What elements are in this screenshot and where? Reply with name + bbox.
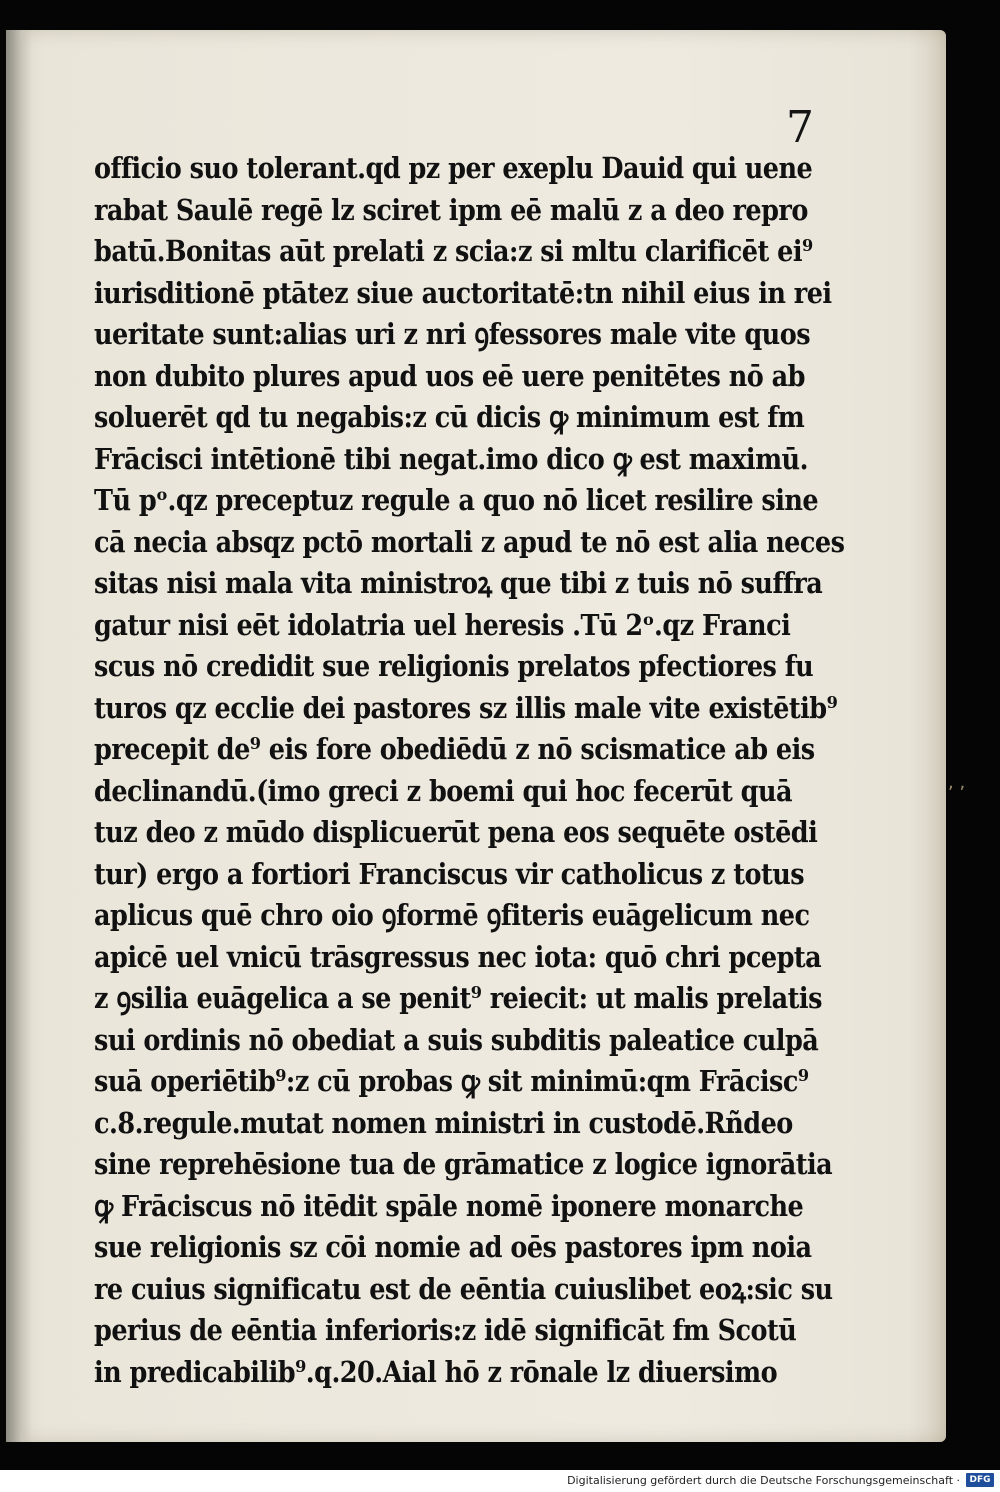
text-line: aplicus quē chro oio ꝯformē ꝯfiteris euāgelicum nec — [94, 898, 810, 932]
page-number: 7 — [786, 102, 814, 153]
text-line: scus nō credidit sue religionis prelatos pfectiores fu — [94, 649, 814, 683]
text-line: soluerēt qd tu negabis:z cū dicis ꝙ minimum est fm — [94, 400, 805, 434]
text-line: tur) ergo a fortiori Franciscus vir catholicus z totus — [94, 856, 805, 891]
text-line: turos qz ecclie dei pastores sz illis male vite existētib⁹ — [94, 690, 838, 725]
text-line: apicē uel vnicū trāsgressus nec iota: quō chri pcepta — [94, 939, 822, 974]
text-line: gatur nisi eēt idolatria uel heresis .Tū 2ᵒ.qz Franci — [94, 607, 791, 642]
adjacent-page-mark: , , — [948, 772, 966, 793]
text-line: Frācisci intētionē tibi negat.imo dico ꝙ est maximū. — [94, 441, 808, 476]
text-line: Tū pᵒ.qz preceptuz regule a quo nō licet resilire sine — [94, 483, 819, 517]
text-line: precepit de⁹ eis fore obediēdū z nō scismatice ab eis — [94, 732, 815, 766]
text-line: ueritate sunt:alias uri z nri ꝯfessores male vite quos — [94, 317, 811, 351]
text-line: cā necia absqz pctō mortali z apud te nō est alia neces — [94, 524, 845, 559]
text-line: re cuius significatu est de eēntia cuiuslibet eoꝝ:sic su — [94, 1271, 833, 1306]
text-line: sine reprehēsione tua de grāmatice z logice ignorātia — [94, 1147, 833, 1181]
dfg-logo-icon: DFG — [966, 1473, 994, 1487]
text-line: declinandū.(imo greci z boemi qui hoc fecerūt quā — [94, 773, 793, 808]
text-line: c.8.regule.mutat nomen ministri in custodē.Rñdeo — [94, 1105, 793, 1140]
text-line: iurisditionē ptātez siue auctoritatē:tn nihil eius in rei — [94, 275, 832, 310]
text-line: non dubito plures apud uos eē uere penitētes nō ab — [94, 358, 805, 393]
text-line: sitas nisi mala vita ministroꝝ que tibi z tuis nō suffra — [94, 566, 823, 600]
text-block — [94, 148, 845, 1393]
footer-bar — [0, 1470, 1000, 1492]
text-line: suā operiētib⁹:z cū probas ꝙ sit minimū:qm Frācisc⁹ — [94, 1064, 809, 1098]
book-page — [6, 30, 946, 1442]
text-line: z ꝯsilia euāgelica a se penit⁹ reiecit: ut malis prelatis — [94, 981, 822, 1015]
text-line: officio suo tolerant.qd pz per exeplu Dauid qui uene — [94, 151, 813, 185]
text-line: batū.Bonitas aūt prelati z scia:z si mltu clarificēt ei⁹ — [94, 234, 813, 268]
text-line: rabat Saulē regē lz sciret ipm eē malū z a deo repro — [94, 192, 808, 227]
text-line: sui ordinis nō obediat a suis subditis paleatice culpā — [94, 1022, 819, 1057]
text-line: ꝙ Frāciscus nō itēdit spāle nomē iponere monarche — [94, 1188, 804, 1223]
text-line: in predicabilib⁹.q.20.Aial hō z rōnale lz diuersimo — [94, 1354, 778, 1389]
digitization-credit: Digitalisierung gefördert durch die Deutsche Forschungsgemeinschaft · — [567, 1474, 960, 1487]
text-line: perius de eēntia inferioris:z idē significāt fm Scotū — [94, 1313, 797, 1347]
text-line: tuz deo z mūdo displicuerūt pena eos sequēte ostēdi — [94, 815, 818, 849]
page-gutter — [6, 30, 32, 1442]
text-line: sue religionis sz cōi nomie ad oēs pastores ipm noia — [94, 1230, 812, 1264]
